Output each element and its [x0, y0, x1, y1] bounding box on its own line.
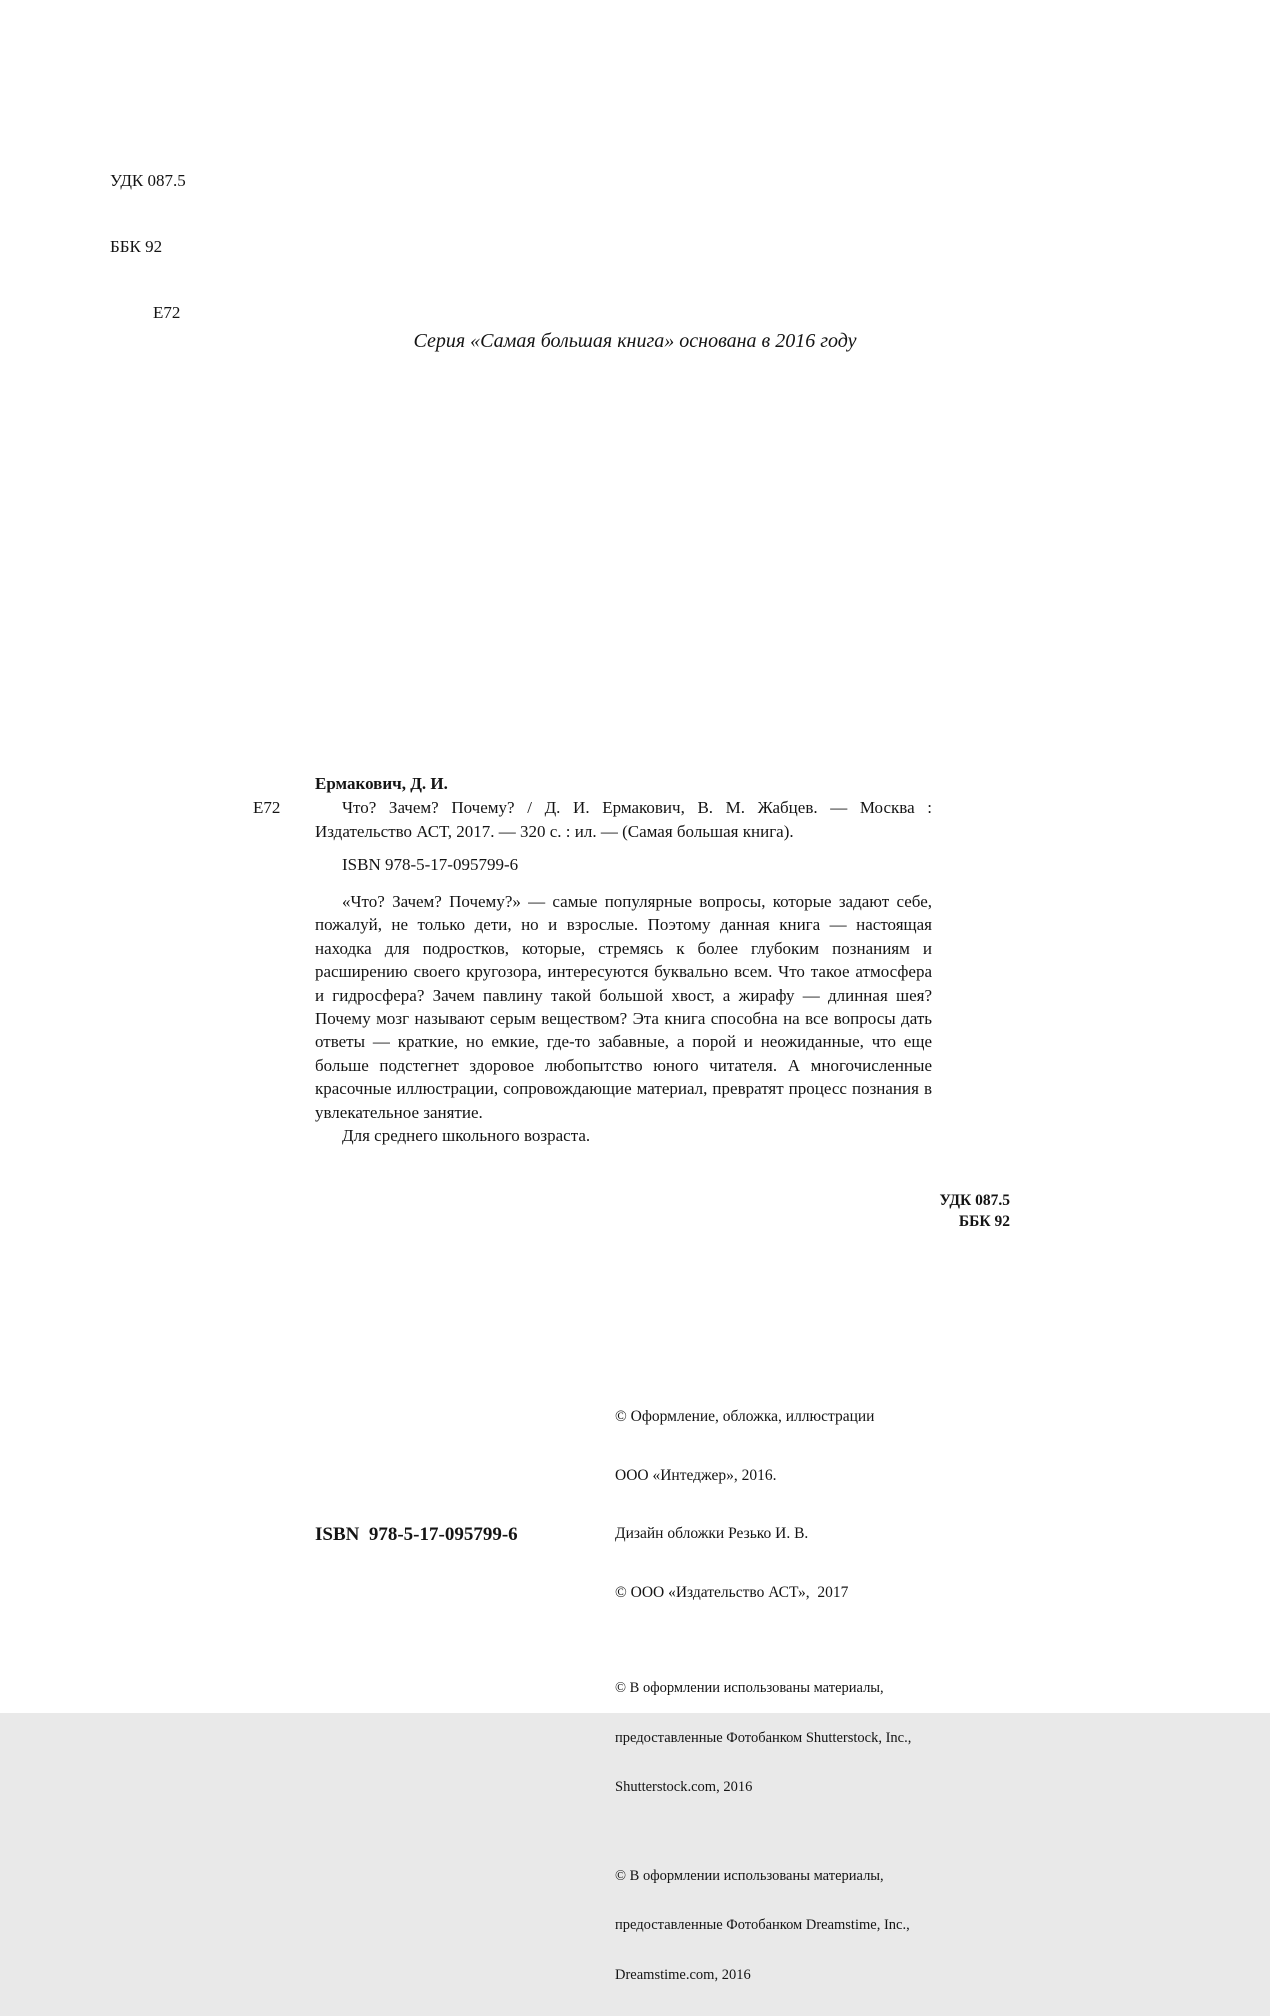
- copyright-line: Shutterstock.com, 2016: [615, 1779, 995, 1796]
- copyright-line: предоставленные Фотобанком Dreamstime, Inc.,: [615, 1917, 995, 1934]
- copyright-shutterstock-group: [615, 1647, 995, 1829]
- copyright-line: © Оформление, обложка, иллюстрации: [615, 1407, 995, 1427]
- copyright-design-group: [615, 1368, 995, 1641]
- udk-code-top: УДК 087.5: [110, 170, 186, 192]
- author-sign-code-entry: Е72: [253, 796, 280, 820]
- copyright-line: Dreamstime.com, 2016: [615, 1967, 995, 1984]
- isbn-bottom: ISBN 978-5-17-095799-6: [315, 1524, 518, 1546]
- isbn-line: ISBN 978-5-17-095799-6: [315, 853, 932, 877]
- author-sign-code-top: Е72: [110, 302, 186, 324]
- copyright-line: ООО «Интеджер», 2016.: [615, 1466, 995, 1486]
- copyright-dreamstime-group: [615, 1835, 995, 2016]
- copyright-line: Дизайн обложки Резько И. В.: [615, 1524, 995, 1544]
- copyright-line: предоставленные Фотобанком Shutterstock, Inc.,: [615, 1730, 995, 1747]
- copyright-line: © В оформлении использованы материалы,: [615, 1680, 995, 1697]
- series-note: Серия «Самая большая книга» основана в 2016 году: [0, 330, 1270, 353]
- classification-codes-right: [940, 1190, 1010, 1232]
- bbk-code-top: ББК 92: [110, 236, 186, 258]
- audience-note: Для среднего школьного возраста.: [315, 1124, 932, 1147]
- bbk-code-right: ББК 92: [940, 1211, 1010, 1232]
- catalog-card: [315, 772, 932, 1147]
- copyright-line: © ООО «Издательство АСТ», 2017: [615, 1583, 995, 1603]
- bibliographic-entry: Что? Зачем? Почему? / Д. И. Ермакович, В. М. Жабцев. — Москва : Издательство АСТ, 2017. — 320 с. : ил. — (Самая большая книга).: [315, 796, 932, 844]
- copyright-line: © В оформлении использованы материалы,: [615, 1868, 995, 1885]
- copyright-block: [615, 1368, 995, 2016]
- bibliographic-entry-wrap: [315, 796, 932, 844]
- udk-code-right: УДК 087.5: [940, 1190, 1010, 1211]
- annotation-text: «Что? Зачем? Почему?» — самые популярные вопросы, которые задают себе, пожалуй, не только дети, но и взрослые. Поэтому данная книга — настоящая находка для подростков, которые, стремясь к более глубоким познаниям и расширению своего кругозора, интересуются буквально всем. Что такое атмосфера и гидросфера? Зачем павлину такой большой хвост, а жирафу — длинная шея? Почему мозг называют серым веществом? Эта книга способна на все вопросы дать ответы — краткие, но емкие, где-то забавные, а порой и неожиданные, что еще больше подстегнет здоровое любопытство юного читателя. А многочисленные красочные иллюстрации, сопровождающие материал, превратят процесс познания в увлекательное занятие.: [315, 890, 932, 1124]
- author-heading: Ермакович, Д. И.: [315, 772, 932, 796]
